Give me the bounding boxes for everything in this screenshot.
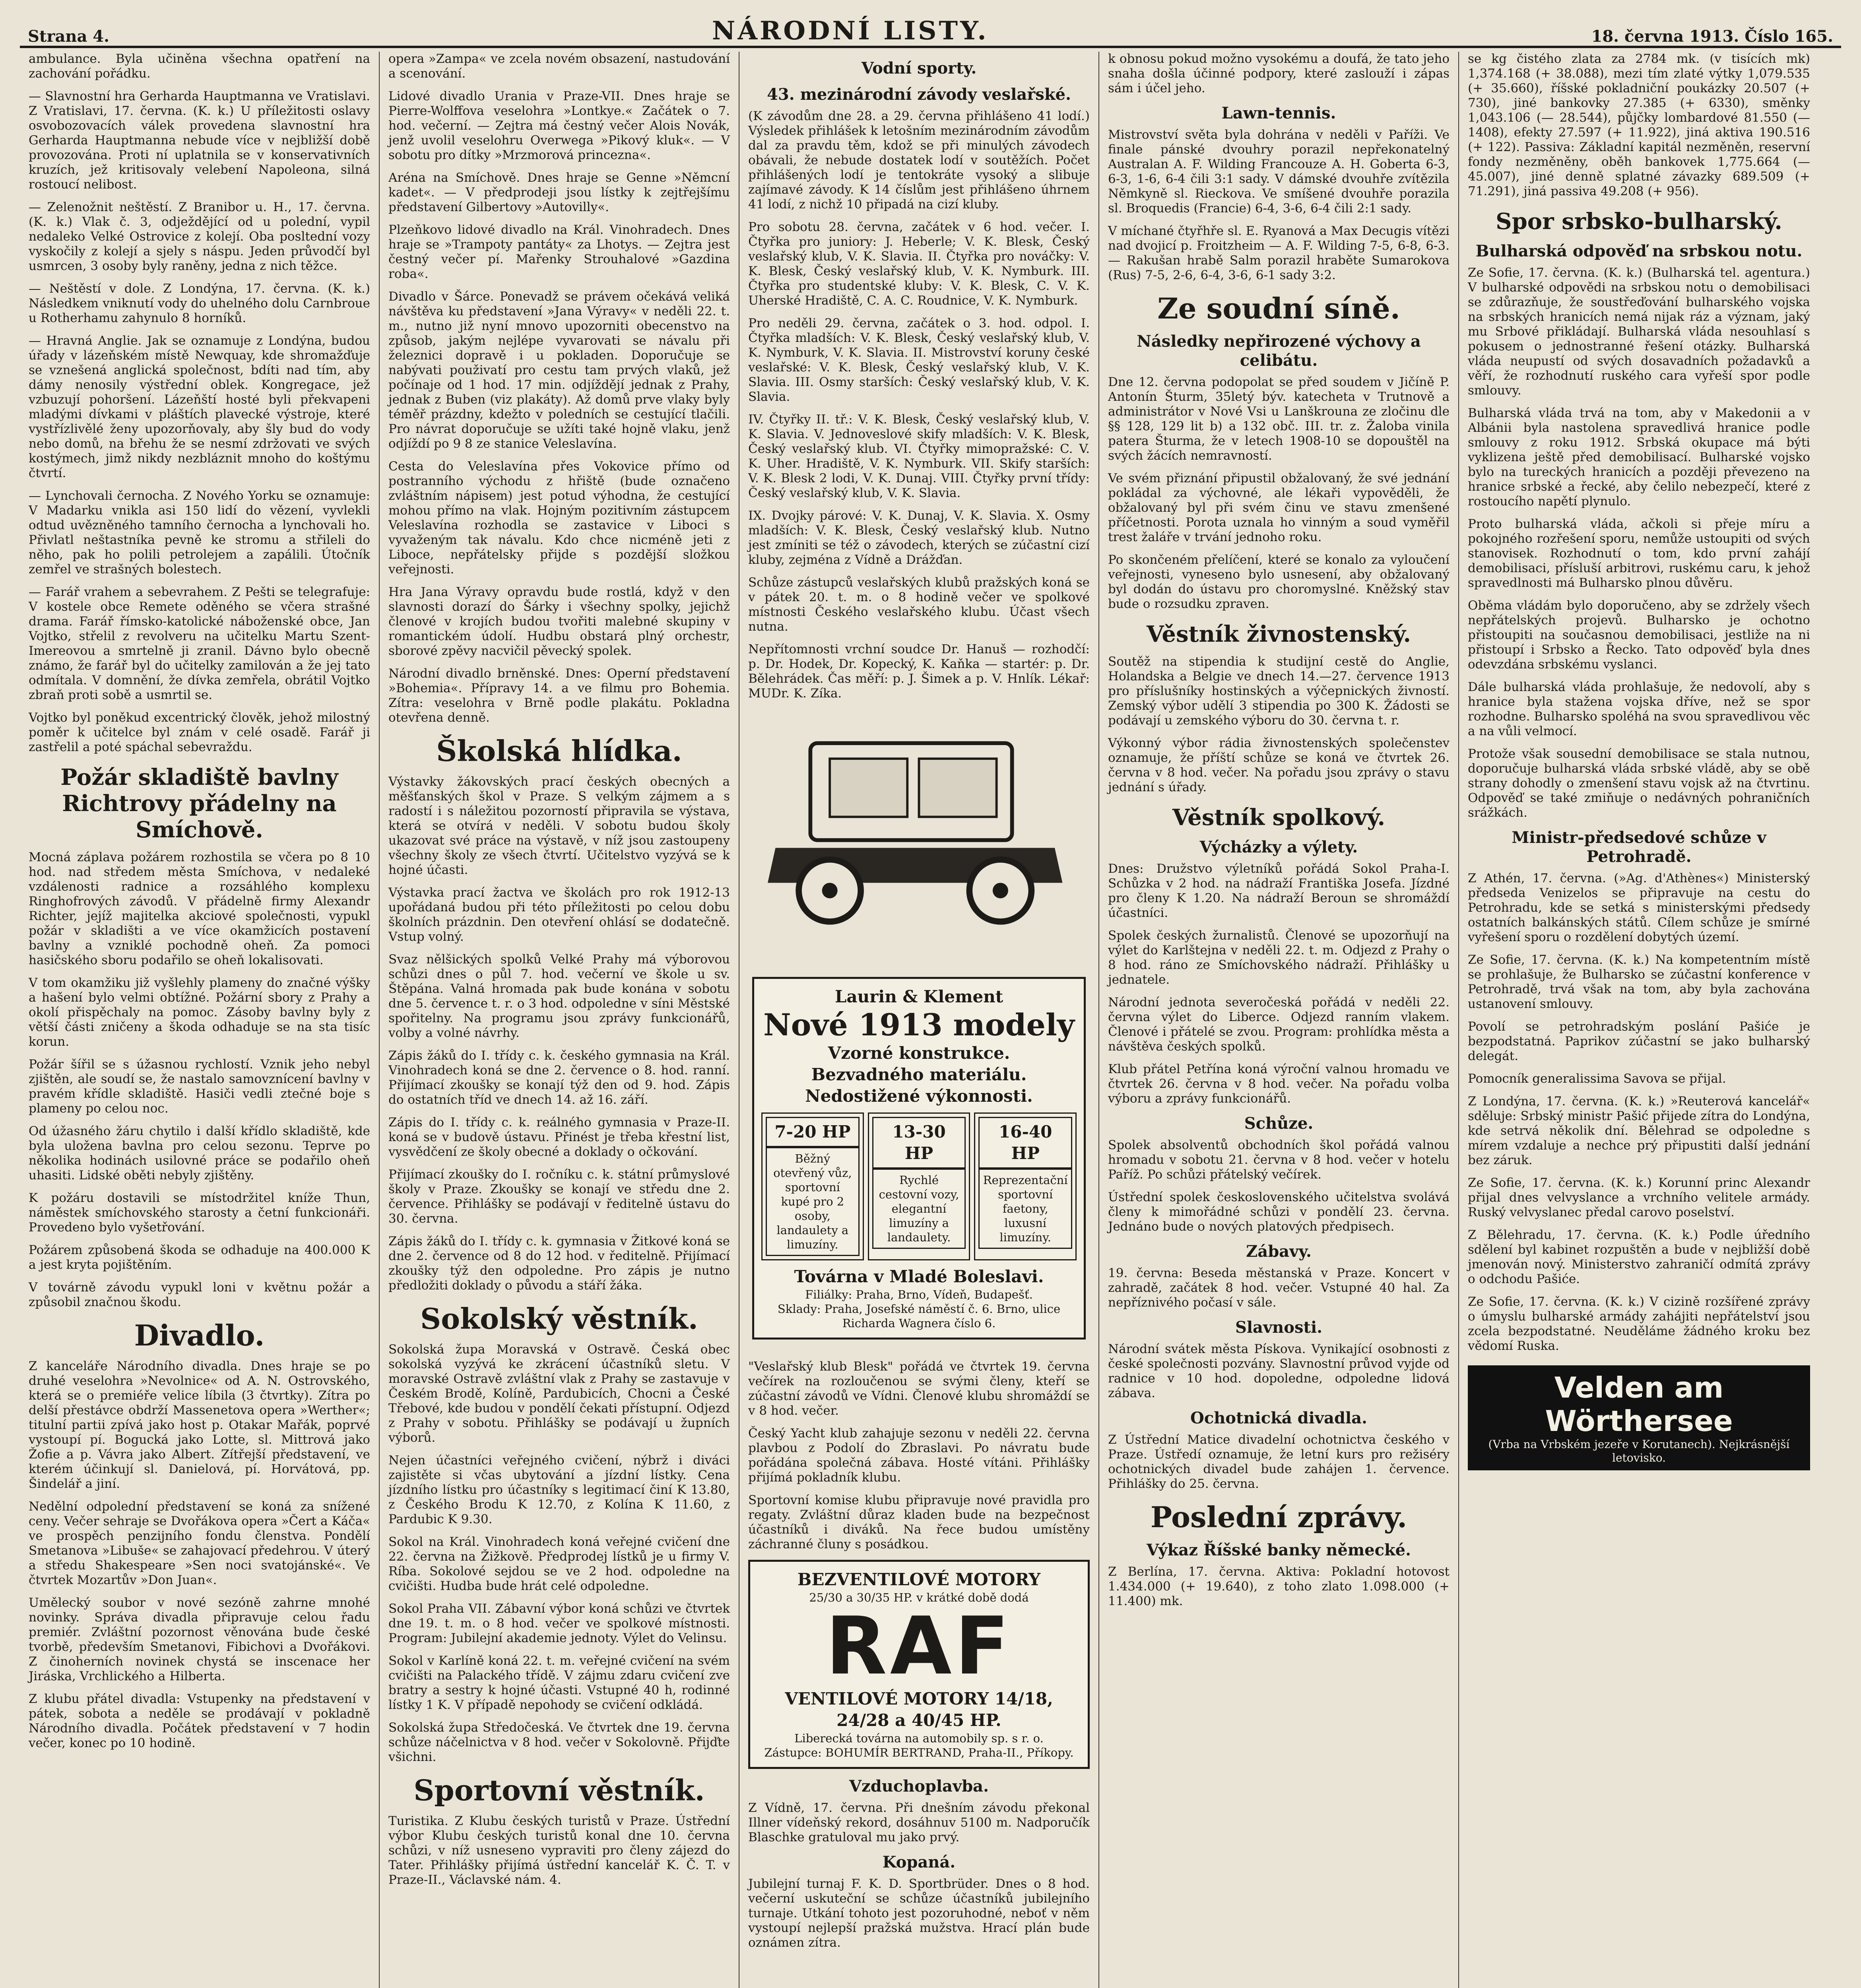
article-paragraph: Z Berlína, 17. června. Aktiva: Pokladní hotovost 1.434.000 (+ 19.640), z toho zlato 1.098.000 (+ 11.400) mk. <box>1108 1565 1450 1608</box>
article-paragraph: se kg čistého zlata za 2784 mk. (v tisících mk) 1,374.168 (+ 38.088), mezi tím zlaté výtky 1,079.535 (+ 35.660), říšské pokladniční poukázky 20.507 (+ 730), jiné bankovky 27.385 (+ 6330), směnky 1,043.106 (— 28.544), půjčky lombardové 81.550 (— 1408), efekty 27.597 (+ 11.922), jiná aktiva 190.516 (+ 122). Passiva: Základní kapitál nezměněn, reservní fondy nezměněny, oběh bankovek 1,775.664 (— 45.007), jiné denně splatné závazky 689.509 (+ 71.291), jiná passiva 49.208 (+ 956). <box>1468 52 1810 198</box>
headline-petrograd-meeting: Ministr-předsedové schůze v Petrohradě. <box>1512 828 1766 866</box>
section-heading-football: Kopaná. <box>882 1853 956 1872</box>
article-paragraph: Sportovní komise klubu připravuje nové pravidla pro regaty. Zvláštní důraz kladen bude na bezpečnost účastníků i diváků. Na řece budou umístěny záchranné čluny s posádkou. <box>748 1493 1090 1551</box>
article-paragraph: Požár šířil se s úžasnou rychlostí. Vznik jeho nebyl zjištěn, ale soudí se, že nastalo samovznícení bavlny v pravém křídle skladiště. Hasiči vedli ztečné boje s plameny po celou noc. <box>29 1057 370 1116</box>
raf-spec: VENTILOVÉ MOTORY 14/18, 24/28 a 40/45 HP. <box>785 1689 1053 1730</box>
article-paragraph: Národní divadlo brněnské. Dnes: Operní představení »Bohemia«. Přípravy 14. a ve filmu pro Bohemia. Zítra: veselohra v Brně podle plakátu. Pokladna otevřena denně. <box>388 666 730 725</box>
article-paragraph: Po skončeném přelíčení, které se konalo za vyloučení veřejnosti, vyneseno bylo usnesení, aby obžalovaný byl dodán do ústavu pro choromyslné. Kněžský stav bude o rozsudku zpraven. <box>1108 553 1450 611</box>
article-paragraph: Lidové divadlo Urania v Praze-VII. Dnes hraje se Pierre-Wolffova veselohra »Lontkye.« Začátek o 7. hod. večerní. — Zejtra má čestný večer Alois Novák, jenž uvolil veselohru Overwega »Pikový kluk«. — V sobotu pro dítky »Mrzmorová princezna«. <box>388 89 730 162</box>
raf-company: Liberecká továrna na automobily sp. s r. o. <box>794 1732 1044 1745</box>
article-paragraph: — Slavnostní hra Gerharda Hauptmanna ve Vratislavi. Z Vratislavi, 17. června. (K. k.) U příležitosti oslavy osvobozovacích válek provedena slavnostní hra Gerharda Hauptmanna nebude více v nejbližší době provozována. Proti ní uplatnila se v konservativních kruzích, jež kritisovaly velebení Napoleona, silná rostoucí nelibost. <box>29 89 370 192</box>
newspaper-title: NÁRODNÍ LISTY. <box>712 16 989 46</box>
article-paragraph: Jubilejní turnaj F. K. D. Sportbrüder. Dnes o 8 hod. večerní uskuteční se schůze účastníků jubilejního turnaje. Utkání tohoto jest pozoruhodné, neboť v něm vystoupí nejlepší pražská mužstva. Hrací plán bude oznámen zítra. <box>748 1877 1090 1950</box>
page-number: Strana 4. <box>28 27 110 46</box>
section-heading-water-sports: Vodní sporty. <box>861 59 977 78</box>
article-paragraph: Aréna na Smíchově. Dnes hraje se Genne »Němcní kadet«. — V předprodeji jsou lístky k zejtřejšímu představení Gilbertovy »Autovilly«. <box>388 171 730 214</box>
article-paragraph: Od úžasného žáru chytilo i další křídlo skladiště, kde byla uložena bavlna pro celou sezonu. Teprve po několika hodinách usilovné práce se podařilo oheň uhasiti. Lidské oběti nebyly zjištěny. <box>29 1124 370 1182</box>
article-paragraph: Hra Jana Výravy opravdu bude rostlá, když v den slavnosti dorazí do Šárky i všechny spolky, jejichž členové v krojích budou tvořiti malebné skupiny v romantickém údolí. Hudbu obstará plný orchestr, sborové zpěvy nacvičil pěvecký spolek. <box>388 585 730 658</box>
velden-subtitle: (Vrba na Vrbském jezeře v Korutanech). Nejkrásnější letovisko. <box>1488 1438 1790 1464</box>
section-heading-tennis: Lawn-tennis. <box>1221 104 1336 122</box>
article-paragraph: — Hravná Anglie. Jak se oznamuje z Londýna, budou úřady v lázeňském místě Newquay, kde shromažďuje se vznešená anglická společnost, bdíti nad tím, aby dámy nenosily výstřední oblek. Kongregace, jež vzbuzují pohoršení. Lázeňští hosté byli překvapeni mladými dívkami v pláštích plavecké výstroje, které vystřízlivělé ženy upozorňovaly, aby šly bud do vody nebo domů, na břehu že se nesmí zdržovati ve svých kostýmech, jimž nikdy nezbláznit mnoho do koštýmu čtvrtí. <box>29 334 370 480</box>
article-paragraph: Z Ústřední Matice divadelní ochotnictva českého v Praze. Ústředí oznamuje, že letní kurs pro režiséry ochotnických divadel bude zahájen 1. července. Přihlášky do 25. června. <box>1108 1433 1450 1491</box>
article-paragraph: Bulharská vláda trvá na tom, aby v Makedonii a v Albánii byla nastolena spravedlivá hranice podle smlouvy z roku 1912. Srbská okupace má býti vyklizena ještě před demobilisací. Bulharské vojsko bylo na tureckých hranicích a později převezeno na hranice srbské a řecké, aby čelilo nebezpečí, které z rostoucího napětí plynulo. <box>1468 406 1810 509</box>
section-heading-school: Školská hlídka. <box>436 734 682 768</box>
article-paragraph: Z Vídně, 17. června. Při dnešním závodu překonal Illner vídeňský rekord, dosáhnuv 5100 m. Nadporučík Blaschke gratuloval mu jako prvý. <box>748 1801 1090 1844</box>
ad-headline: Nové 1913 modely <box>763 1007 1075 1043</box>
article-paragraph: K požáru dostavili se místodržitel kníže Thun, náměstek smíchovského starosty a četní funkcionáři. Provedeno bylo vyšetřování. <box>29 1191 370 1235</box>
subheading-amateur-theatre: Ochotnická divadla. <box>1190 1409 1367 1427</box>
article-paragraph: V továrně závodu vypukl loni v květnu požár a způsobil značnou škodu. <box>29 1280 370 1309</box>
article-paragraph: Ve svém přiznání připustil obžalovaný, že své jednání pokládal za výchovné, ale lékaři vypověděli, že obžalovaný byl při svém činu ve stavu zmenšené příčetnosti. Porota uznala ho vinným a soud vyměřil trest žaláře v trvání jednoho roku. <box>1108 471 1450 544</box>
section-heading-latest-news: Poslední zprávy. <box>1150 1500 1407 1534</box>
car-brand-logo: Laurin & Klement <box>834 987 1003 1006</box>
article-paragraph: Vojtko byl poněkud excentrický člověk, jehož milostný poměr k učitelce byl znám v celé osadě. Farář ji zastřelil a poté spáchal sebevraždu. <box>29 711 370 754</box>
section-heading-serbia-bulgaria: Spor srbsko-bulharský. <box>1496 208 1782 235</box>
article-paragraph: Klub přátel Petřína koná výroční valnou hromadu ve čtvrtek 26. června v 8 hod. večer. Na pořadu volba výboru a zprávy funkcionářů. <box>1108 1062 1450 1106</box>
article-paragraph: Požárem způsobená škoda se odhaduje na 400.000 K a jest kryta pojištěním. <box>29 1243 370 1272</box>
article-paragraph: Český Yacht klub zahajuje sezonu v neděli 22. června plavbou z Podolí do Zbraslavi. Po návratu bude pořádána společná zábava. Hosté vítáni. Přihlášky přijímá pokladník klubu. <box>748 1426 1090 1485</box>
subheading-entertainment: Zábavy. <box>1246 1242 1312 1261</box>
ad-slogan-3: Nedostižené výkonnosti. <box>805 1086 1033 1106</box>
article-paragraph: IV. Čtyřky II. tř.: V. K. Blesk, Český veslařský klub, V. K. Slavia. V. Jednoveslové skify mladších: V. K. Blesk, Český veslařský klub. VI. Čtyřky mimopražské: C. V. K. Uher. Hradiště, V. K. Nymburk. VII. Skify starších: V. K. Blesk 2 lodi, V. K. Dunaj. VIII. Čtyřky první třídy: Český veslařský klub, V. K. Slavia. <box>748 412 1090 500</box>
article-paragraph: opera »Zampa« ve zcela novém obsazení, nastudování a scenování. <box>388 52 730 81</box>
ad-model-1: 7-20 HP Běžný otevřený vůz, sportovní kupé pro 2 osoby, landaulety a limuzíny. <box>761 1112 864 1260</box>
velden-advertisement <box>1468 1365 1810 1470</box>
section-heading-sokol: Sokolský věstník. <box>420 1302 698 1336</box>
article-paragraph: Ze Sofie, 17. června. (K. k.) Na kompetentním místě se prohlašuje, že Bulharsko se zúčastní konference v Petrohradě, trvá však na tom, aby byla zachována ustanovení smlouvy. <box>1468 953 1810 1011</box>
article-paragraph: Pro neděli 29. června, začátek o 3. hod. odpol. I. Čtyřka mladších: V. K. Blesk, Český veslařský klub, V. K. Nymburk, V. K. Slavia. II. Mistrovství koruny české veslařské: V. K. Blesk, Český veslařský klub, V. K. Slavia. III. Osmy starších: Český veslařský klub, V. K. Slavia. <box>748 316 1090 404</box>
raf-logo: RAF <box>825 1600 1013 1693</box>
headline-fire: Požár skladiště bavlny Richtrovy přádelny na Smíchově. <box>60 764 338 843</box>
article-paragraph: — Zelenožnit neštěstí. Z Branibor u. H., 17. června. (K. k.) Vlak č. 3, odježdějící od u polední, vypil nedaleko Velké Ostrovice z kolejí. Oba posltední vozy vyskočily z kolejí a sjely s náspu. Jeden průvodčí byl usmrcen, 3 osoby byly raněny, jedna z nich těžce. <box>29 200 370 273</box>
article-paragraph: Sokol v Karlíně koná 22. t. m. veřejné cvičení na svém cvičišti na Palackého třídě. V zájmu zdaru cvičení zve bratry a sestry k hojné účasti. Vstupné 40 h, rodinné lístky 1 K. V případě nepohody se cvičení odkládá. <box>388 1654 730 1712</box>
article-paragraph: Zápis žáků do I. třídy c. k. gymnasia v Žitkové koná se dne 2. července od 8 do 12 hod. v ředitelně. Přijímací zkoušky týž den odpoledne. Pro zápis je nutno předložiti doklady o původu a stáří žáka. <box>388 1234 730 1293</box>
article-paragraph: Přijímací zkoušky do I. ročníku c. k. státní průmyslové školy v Praze. Zkoušky se konají ve středu dne 2. července. Přihlášky se podávají v ředitelně ústavu do 30. června. <box>388 1167 730 1226</box>
ad-model-3: 16-40 HP Reprezentační sportovní faetony, luxusní limuzíny. <box>974 1112 1077 1260</box>
article-paragraph: 19. června: Beseda městanská v Praze. Koncert v zahradě, začátek 8 hod. večer. Vstupné 40 hal. Za nepříznivého počasí v sále. <box>1108 1266 1450 1310</box>
car-ad-panel <box>752 977 1086 1340</box>
section-heading-trade: Věstník živnostenský. <box>1147 621 1411 647</box>
raf-dealer: Zástupce: BOHUMÍR BERTRAND, Praha-II., Příkopy. <box>764 1746 1074 1759</box>
article-paragraph: Národní jednota severočeská pořádá v neděli 22. června výlet do Liberce. Odjezd ranním vlakem. Členové i přátelé se zvou. Program: prohlídka města a návštěva českých spolků. <box>1108 995 1450 1054</box>
article-paragraph: Z klubu přátel divadla: Vstupenky na představení v pátek, sobota a neděle se prodávají v pokladně Národního divadla. Počátek představení v 7 hodin večer, konec po 10 hodině. <box>29 1692 370 1750</box>
article-paragraph: — Neštěstí v dole. Z Londýna, 17. června. (K. k.) Následkem vniknutí vody do uhelného dolu Carnbroue u Rotherhamu zahynulo 8 horníků. <box>29 282 370 325</box>
section-heading-sport: Sportovní věstník. <box>413 1773 705 1807</box>
velden-brand: Velden am Wörthersee <box>1545 1371 1733 1438</box>
article-paragraph: Schůze zástupců veslařských klubů pražských koná se v pátek 20. t. m. o 8 hodině večer ve spolkové místnosti Českého veslařského klubu. Účast všech nutna. <box>748 575 1090 634</box>
column-1 <box>20 52 380 1988</box>
article-paragraph: Sokolská župa Středočeská. Ve čtvrtek dne 19. června schůze náčelnictva v 8 hod. večer v Sokolovně. Přijďte všichni. <box>388 1720 730 1764</box>
section-heading-clubs: Věstník spolkový. <box>1172 804 1386 831</box>
article-paragraph: Pro sobotu 28. června, začátek v 6 hod. večer. I. Čtyřka pro juniory: J. Heberle; V. K. Blesk, Český veslařský klub, V. K. Slavia. II. Čtyřka pro nováčky: V. K. Blesk, Český veslařský klub, V. K. Nymburk. III. Čtyřka pro studentské kluby: V. K. Blesk, C. V. K. Uherské Hradiště, C. A. C. Roudnice, V. K. Nymburk. <box>748 220 1090 308</box>
article-paragraph: Výstavka prací žactva ve školách pro rok 1912-13 upořádaná budou při této příležitosti po celou dobu školních prázdnin. Den otevření ohlásí se dodatečně. Vstup volný. <box>388 885 730 944</box>
columns <box>20 52 1841 1988</box>
article-paragraph: Sokol Praha VII. Zábavní výbor koná schůzi ve čtvrtek dne 19. t. m. o 8 hod. večer ve spolkové místnosti. Program: Jubilejní akademie jednoty. Výlet do Velinsu. <box>388 1602 730 1645</box>
section-heading-court: Ze soudní síně. <box>1157 291 1400 325</box>
article-paragraph: Protože však sousední demobilisace se stala nutnou, doporučuje bulharská vláda srbské vládě, aby se obě strany dohodly o zmenšení stavu vojsk až na čtvrtinu. Odpověď se také zmiňuje o nedávných pohraničních srážkách. <box>1468 747 1810 820</box>
article-paragraph: IX. Dvojky párové: V. K. Dunaj, V. K. Slavia. X. Osmy mladších: V. K. Blesk, Český veslařský klub. Nutno jest zmíniti se též o závodech, kterých se zúčastní cizí kluby, zejména z Vídně a Drážďan. <box>748 509 1090 567</box>
article-paragraph: Ze Sofie, 17. června. (K. k.) (Bulharská tel. agentura.) V bulharské odpovědi na srbskou notu o demobilisaci se zdůrazňuje, že soustřeďování bulharského vojska na srbských hranicích nemá nijak ráz a význam, jaký mu Srbové přikládají. Bulharská vláda nesouhlasí s pokusem o jednostranné řešení otázky. Bulharská vláda neupustí od svých dosavadních požadavků a věří, že rozhodnutí ruského cara vyřeší spor podle smlouvy. <box>1468 266 1810 398</box>
raf-subtitle: 25/30 a 30/35 HP. v krátké době dodá <box>809 1591 1029 1604</box>
article-paragraph: Z Londýna, 17. června. (K. k.) »Reuterová kancelář« sděluje: Srbský ministr Pašić přijede zítra do Londýna, kde setrvá několik dní. Bělehrad se odpoledne s mírem vzdaluje a nechce prý připustiti další jednání bez záruk. <box>1468 1094 1810 1167</box>
article-paragraph: Oběma vládám bylo doporučeno, aby se zdržely všech nepřátelských projevů. Bulharsko je ochotno přistoupiti na současnou demobilisaci, jestliže na ni přistoupí i Srbsko a Řecko. Tato odpověď byla dnes odevzdána srbskému vyslanci. <box>1468 598 1810 672</box>
article-paragraph: ambulance. Byla učiněna všechna opatření na zachování pořádku. <box>29 52 370 81</box>
headline-bulgarian-reply: Bulharská odpověď na srbskou notu. <box>1475 242 1803 260</box>
subheading-celebrations: Slavnosti. <box>1235 1318 1323 1337</box>
article-paragraph: Z Athén, 17. června. (»Ag. d'Athènes«) Ministerský předseda Venizelos se připravuje na cestu do Petrohradu, kde se setká s ministerskými předsedy ostatních balkánských států. Cílem schůze je smírné vyřešení sporu o rozdělení dobytých území. <box>1468 871 1810 944</box>
article-paragraph: Zápis do I. třídy c. k. reálného gymnasia v Praze-II. koná se v budově ústavu. Přinést je třeba křestní list, vysvědčení ze školy obecné a doklady o očkování. <box>388 1115 730 1159</box>
article-paragraph: Z Bělehradu, 17. června. (K. k.) Podle úředního sdělení byl kabinet rozpuštěn a bude v nejbližší době jmenován nový. Ministerstvo zahraničí odmítá zprávy o odchodu Pašiće. <box>1468 1228 1810 1286</box>
article-paragraph: Z kanceláře Národního divadla. Dnes hraje se po druhé veselohra »Nevolnice« od A. N. Ostrovského, která se o premiéře velice líbila (3 čtvrtky). Zítra po delší přestávce obdrží Massenetova opera »Werther«; titulní partii zpívá jako host p. Otakar Mařák, poprvé vystoupí pí. Bogucká jako Lotte, sl. Mittrová jako Žofie a p. Vávra jako Albert. Zítřejší představení, ve kterém účinkují sl. Danielová, pí. Horvátová, pp. Šindelář a jiní. <box>29 1359 370 1491</box>
article-paragraph: Ze Sofie, 17. června. (K. k.) V cizině rozšířené zprávy o úmyslu bulharské armády zahájiti nepřátelství jsou zcela bezpodstatné. Neuděláme žádného kroku bez vědomí Ruska. <box>1468 1295 1810 1353</box>
article-paragraph: (K závodům dne 28. a 29. června přihlášeno 41 lodí.) Výsledek přihlášek k letošním mezinárodním závodům dal za pravdu těm, kdož se při minulých závodech obávali, že nebude dostatek lodí v soutěžích. Počet přihlášených lodí je tentokráte vysoký a slibuje zajímavé závody. K 14 číslům jest přihlášeno úhrnem 41 lodí, z nichž 10 připadá na cizí kluby. <box>748 109 1090 212</box>
article-paragraph: V míchané čtyřhře sl. E. Ryanová a Max Decugis vítězi nad dvojicí p. Froitzheim — A. F. Wilding 7-5, 6-8, 6-3. — Rakušan hrabě Salm porazil hraběte Sumarokova (Rus) 7-5, 2-6, 6-4, 3-6, 6-1 sady 3:2. <box>1108 224 1450 282</box>
article-paragraph: Zápis žáků do I. třídy c. k. českého gymnasia na Král. Vinohradech koná se dne 2. července o 8. hod. ranní. Přijímací zkoušky se konají týž den od 9. hod. Zápis do ostatních tříd ve dnech 14. až 16. září. <box>388 1048 730 1107</box>
column-3 <box>739 52 1099 1988</box>
issue-date: 18. června 1913. Číslo 165. <box>1591 27 1833 46</box>
subheading-meetings: Schůze. <box>1244 1114 1314 1133</box>
article-paragraph: k obnosu pokud možno vysokému a doufá, že tato jeho snaha došla účinné podpory, které zaslouží i zápas sám i účel jeho. <box>1108 52 1450 95</box>
article-paragraph: Sokol na Král. Vinohradech koná veřejné cvičení dne 22. června na Žižkově. Předprodej lístků je u firmy V. Ríba. Sokolové sejdou se ve 2 hod. odpoledne na cvičišti. Hudba bude hrát celé odpoledne. <box>388 1535 730 1593</box>
column-4 <box>1099 52 1459 1988</box>
article-paragraph: "Veslařský klub Blesk" pořádá ve čtvrtek 19. června večírek na rozloučenou se svými členy, kteří se zúčastní závodů ve Vídni. Členové klubu shromáždí se v 8 hod. večer. <box>748 1359 1090 1418</box>
ad-slogan-2: Bezvadného materiálu. <box>811 1065 1027 1084</box>
article-paragraph: Cesta do Veleslavína přes Vokovice přímo od postranního východu z hřiště (bude označeno zvláštním nápisem) jest potud výhodna, že cestující mohou přímo na vlak. Hojným pozitivním zástupcem Veleslavína rozhodla se zastavice v Liboci s vyvaženým tak návalu. Kdo chce nicméně jeti z Liboce, nepřátelsky přijde s pozdější složkou veřejnosti. <box>388 459 730 577</box>
article-paragraph: Nejen účastníci veřejného cvičení, nýbrž i diváci zajistěte si včas ubytování a jízdní lístky. Cena jízdního lístku pro účastníky s legitimací činí K 13.80, z Českého Brodu K 12.70, z Kolína K 11.60, z Pardubic K 9.30. <box>388 1453 730 1526</box>
article-paragraph: Mistrovství světa byla dohrána v neděli v Paříži. Ve finale pánské dvouhry porazil nepřekonatelný Australan A. F. Wilding Francouze A. H. Goberta 6-3, 6-3, 1-6, 6-4 čili 3:1 sady. V dámské dvouhře zvítězila Němkyně sl. Rieckova. Ve smíšené dvouhře porazila sl. Broquedis (Francie) 6-4, 3-6, 6-4 čili 2:1 sady. <box>1108 128 1450 215</box>
article-paragraph: Dnes: Družstvo výletníků pořádá Sokol Praha-I. Schůzka v 2 hod. na nádraží Františka Josefa. Jízdné pro členy K 1.20. Na nádraží Beroun se shromáždí účastníci. <box>1108 862 1450 920</box>
article-paragraph: Divadlo v Šárce. Ponevadž se právem očekává veliká návštěva ku představení »Jana Výravy« v neděli 22. t. m., nutno již nyní mnovo upozorniti obecenstvo na způsob, jakým nejlépe vyvarovati se návalu při železnici dopravě i u pokladen. Doporučuje se nabývati použivatí pro cestu tam prvých vlaků, jež počínaje od 1 hod. 17 min. odjíždějí jednak z Prahy, jednak z Buben (viz plakáty). Až domů prve vlaky byly téměř prázdny, kdežto v poledních se cestující tlačili. Pro návrat doporučuje se užíti také hojně vlaku, jenž odjíždí po 9 8 ze stanice Veleslavína. <box>388 289 730 451</box>
article-paragraph: V tom okamžiku již vyšlehly plameny do značné výšky a hašení bylo velmi obtížné. Požární sbory z Prahy a okolí přispěchaly na pomoc. Zásoby bavlny byly z větší části zničeny a škoda odhaduje se na sta tisíc korun. <box>29 976 370 1049</box>
article-paragraph: Mocná záplava požárem rozhostila se včera po 8 10 hod. nad středem města Smíchova, v nedaleké vzdálenosti radnice a rozsáhlého komplexu Ringhofrových závodů. V přádelně firmy Alexandr Richter, jejíž majitelka akciové společnosti, vypukl požár v skladišti a ve více okamžicích postavení bavlny a vzniklé pochodně oheň. Za pomoci hasičského sboru podařilo se oheň lokalisovati. <box>29 850 370 967</box>
article-paragraph: Turistika. Z Klubu českých turistů v Praze. Ústřední výbor Klubu českých turistů konal dne 10. června schůzi, v níž usneseno vypraviti pro členy zájezd do Tater. Přihlášky přijímá ústřední kancelář K. Č. T. v Praze-II., Václavské nám. 4. <box>388 1814 730 1887</box>
article-paragraph: Dále bulharská vláda prohlašuje, že nedovolí, aby s hranice byla stažena vojska dříve, než se spor rozhodne. Bulharsko spoléhá na svou spravedlivou věc a na vůli velmocí. <box>1468 680 1810 738</box>
masthead <box>20 12 1841 48</box>
car-advertisement <box>748 709 1090 1351</box>
article-paragraph: Nepřítomnosti vrchní soudce Dr. Hanuš — rozhodčí: p. Dr. Hodek, Dr. Kopecký, K. Kaňka — startér: p. Dr. Bělehrádek. Čas měří: p. J. Šimek a p. V. Hnlík. Lékař: MUDr. K. Zíka. <box>748 642 1090 701</box>
ad-factory: Továrna v Mladé Boleslavi. <box>794 1267 1044 1286</box>
article-paragraph: Dne 12. června podopolat se před soudem v Jičíně P. Antonín Šturm, 35letý býv. katecheta v Trutnově a administrátor v Nové Vsi u Lanškrouna ze zločinu dle §§ 128, 129 lit b) a 132 obč. III. tr. z. Žaloba vinila patera Šturma, že v letech 1908-10 se dopouštěl na svých žácích nemravností. <box>1108 375 1450 463</box>
ad-branches: Filiálky: Praha, Brno, Vídeň, Budapešť. <box>805 1288 1033 1301</box>
article-paragraph: Sokolská župa Moravská v Ostravě. Česká obec sokolská vyzývá ke zkrácení účastníků sletu. V moravské Ostravě zvláštní vlak z Prahy se zastavuje v Českém Brodě, Kolíně, Pardubicích, Chocni a České Třebové, kde budou v pondělí čekati přístupní. Odjezd z Prahy v sobotu. Přihlášky se podávají u župních výborů. <box>388 1342 730 1445</box>
article-paragraph: Ústřední spolek československého učitelstva svolává členy k mimořádné schůzi v pondělí 23. června. Jednáno bude o nových platových předpisech. <box>1108 1190 1450 1234</box>
article-paragraph: Proto bulharská vláda, ačkoli si přeje míru a pokojného rozřešení sporu, nemůže ustoupiti od svých stanovisek. Rozhodnutí o tom, kdo první zahájí demobilisaci, přísluší arbitrovi, ruskému caru, k jehož spravedlnosti má Bulharsko plnou důvěru. <box>1468 517 1810 590</box>
ad-stores: Sklady: Praha, Josefské náměstí č. 6. Brno, ulice Richarda Wagnera číslo 6. <box>777 1302 1061 1330</box>
raf-advertisement <box>748 1560 1090 1769</box>
ad-model-2: 13-30 HP Rychlé cestovní vozy, elegantní limuzíny a landaulety. <box>868 1112 970 1260</box>
column-2 <box>380 52 739 1988</box>
raf-title: BEZVENTILOVÉ MOTORY <box>797 1570 1041 1589</box>
subheading-bank-report: Výkaz Říšské banky německé. <box>1146 1541 1411 1559</box>
subheading-trips: Výcházky a výlety. <box>1199 838 1358 856</box>
headline-court-case: Následky nepřirozené výchovy a celibátu. <box>1137 332 1421 370</box>
article-paragraph: Výkonný výbor rádia živnostenských společenstev oznamuje, že příští schůze se koná ve čtvrtek 26. června v 8 hod. večer. Na pořadu jsou zprávy o stavu jednání s úřady. <box>1108 736 1450 794</box>
article-paragraph: Spolek absolventů obchodních škol pořádá valnou hromadu v sobotu 21. června v 8 hod. večer v hotelu Paříž. Po schůzi přátelský večírek. <box>1108 1138 1450 1182</box>
article-paragraph: Svaz nělšických spolků Velké Prahy má výborovou schůzi dnes o půl 7. hod. večerní ve škole u sv. Štěpána. Valná hromada pak bude konána v sobotu dne 5. července t. r. o 3 hod. odpoledne v síni Městské spořitelny. Na programu jsou zprávy funkcionářů, volby a volné návrhy. <box>388 952 730 1040</box>
article-paragraph: Soutěž na stipendia k studijní cestě do Anglie, Holandska a Belgie ve dnech 14.—27. července 1913 pro příslušníky hostinských a výčepnických živností. Zemský výbor udělí 3 stipendia po 300 K. Žádosti se podávají u zemského výboru do 30. června t. r. <box>1108 654 1450 728</box>
article-paragraph: — Lynchovali černocha. Z Nového Yorku se oznamuje: V Madarku vnikla asi 150 lidí do vězení, vyvlekli odtud uvězněného tamního černocha a lynchovali ho. Přivlatl neštastníka pevně ke stromu a střileli do něho, pak ho polili petrolejem a zapálili. Útočník zemřel ve strašných bolestech. <box>29 489 370 577</box>
car-illustration <box>752 713 1086 967</box>
article-paragraph: Pomocník generalissima Savova se přijal. <box>1468 1072 1726 1086</box>
article-paragraph: Výstavky žákovských prací českých obecných a měšťanských škol v Praze. S velkým zájmem a s radostí i s náležitou pozorností připravila se výstava, která se otvírá v neděli. V sobotu budou školy ukazovat své práce na výstavě, v níž jsou zastoupeny všechny školy ze všech čtvrtí. Učitelstvo vyzývá se k hojné účasti. <box>388 775 730 877</box>
article-paragraph: Spolek českých žurnalistů. Členové se upozorňují na výlet do Karlštejna v neděli 22. t. m. Odjezd z Prahy o 8 hod. ráno ze Smíchovského nádraží. Přihlášky u jednatele. <box>1108 928 1450 987</box>
article-paragraph: — Farář vrahem a sebevrahem. Z Pešti se telegrafuje: V kostele obce Remete oděného se včera strašné drama. Farář římsko-katolické náboženské obce, Jan Vojtko, střelil z revolveru na učitelku Martu Szent-Imereovou a smrtelně ji zranil. Dávno bylo obecně známo, že farář byl do učitelky zamilován a že jej tato odmítala. V domnění, že dívka zemřela, obrátil Vojtko zbraň proti sobě a usmrtil se. <box>29 585 370 702</box>
article-paragraph: Umělecký soubor v nové sezóně zahrne mnohé novinky. Správa divadla připravuje celou řadu premiér. Zvláštní pozornost věnována bude české tvorbě, především Smetanovi, Fibichovi a Dvořákovi. Z činoherních novinek chystá se inscenace her Jiráska, Vrchlického a Hilberta. <box>29 1596 370 1683</box>
ad-slogan-1: Vzorné konstrukce. <box>828 1043 1010 1063</box>
article-paragraph: Plzeňkovo lidové divadlo na Král. Vinohradech. Dnes hraje se »Trampoty pantáty« za Lhotys. — Zejtra jest čestný večer pí. Mařenky Strouhalové »Gazdina roba«. <box>388 223 730 281</box>
ad-model-boxes <box>761 1112 1077 1260</box>
column-5 <box>1459 52 1819 1988</box>
article-paragraph: Nedělní odpolední představení se koná za snížené ceny. Večer sehraje se Dvořákova opera »Čert a Káča« ve prospěch penzijního fondu členstva. Pondělí Smetanova »Libuše« se zahajovací předehrou. V úterý a středu Shakespeare »Sen noci svatojánské«. Ve čtvrtek Mozartův »Don Juan«. <box>29 1499 370 1587</box>
section-heading-theatre: Divadlo. <box>134 1318 265 1352</box>
section-heading-aviation: Vzduchoplavba. <box>849 1777 989 1796</box>
article-paragraph: Národní svátek města Pískova. Vynikající osobnosti z české společnosti pozvány. Slavnostní průvod vyjde od radnice v 10 hod. dopoledne, odpoledne lidová zábava. <box>1108 1342 1450 1400</box>
article-paragraph: Povolí se petrohradským poslání Pašiće je bezpodstatná. Paprikov zúčastní se jako bulharský delegát. <box>1468 1019 1810 1063</box>
headline-rowing: 43. mezinárodní závody veslařské. <box>767 85 1071 104</box>
article-paragraph: Ze Sofie, 17. června. (K. k.) Korunní princ Alexandr přijal dnes velvyslance a vrchního velitele armády. Ruský velvyslanec předal carovo poselství. <box>1468 1176 1810 1219</box>
